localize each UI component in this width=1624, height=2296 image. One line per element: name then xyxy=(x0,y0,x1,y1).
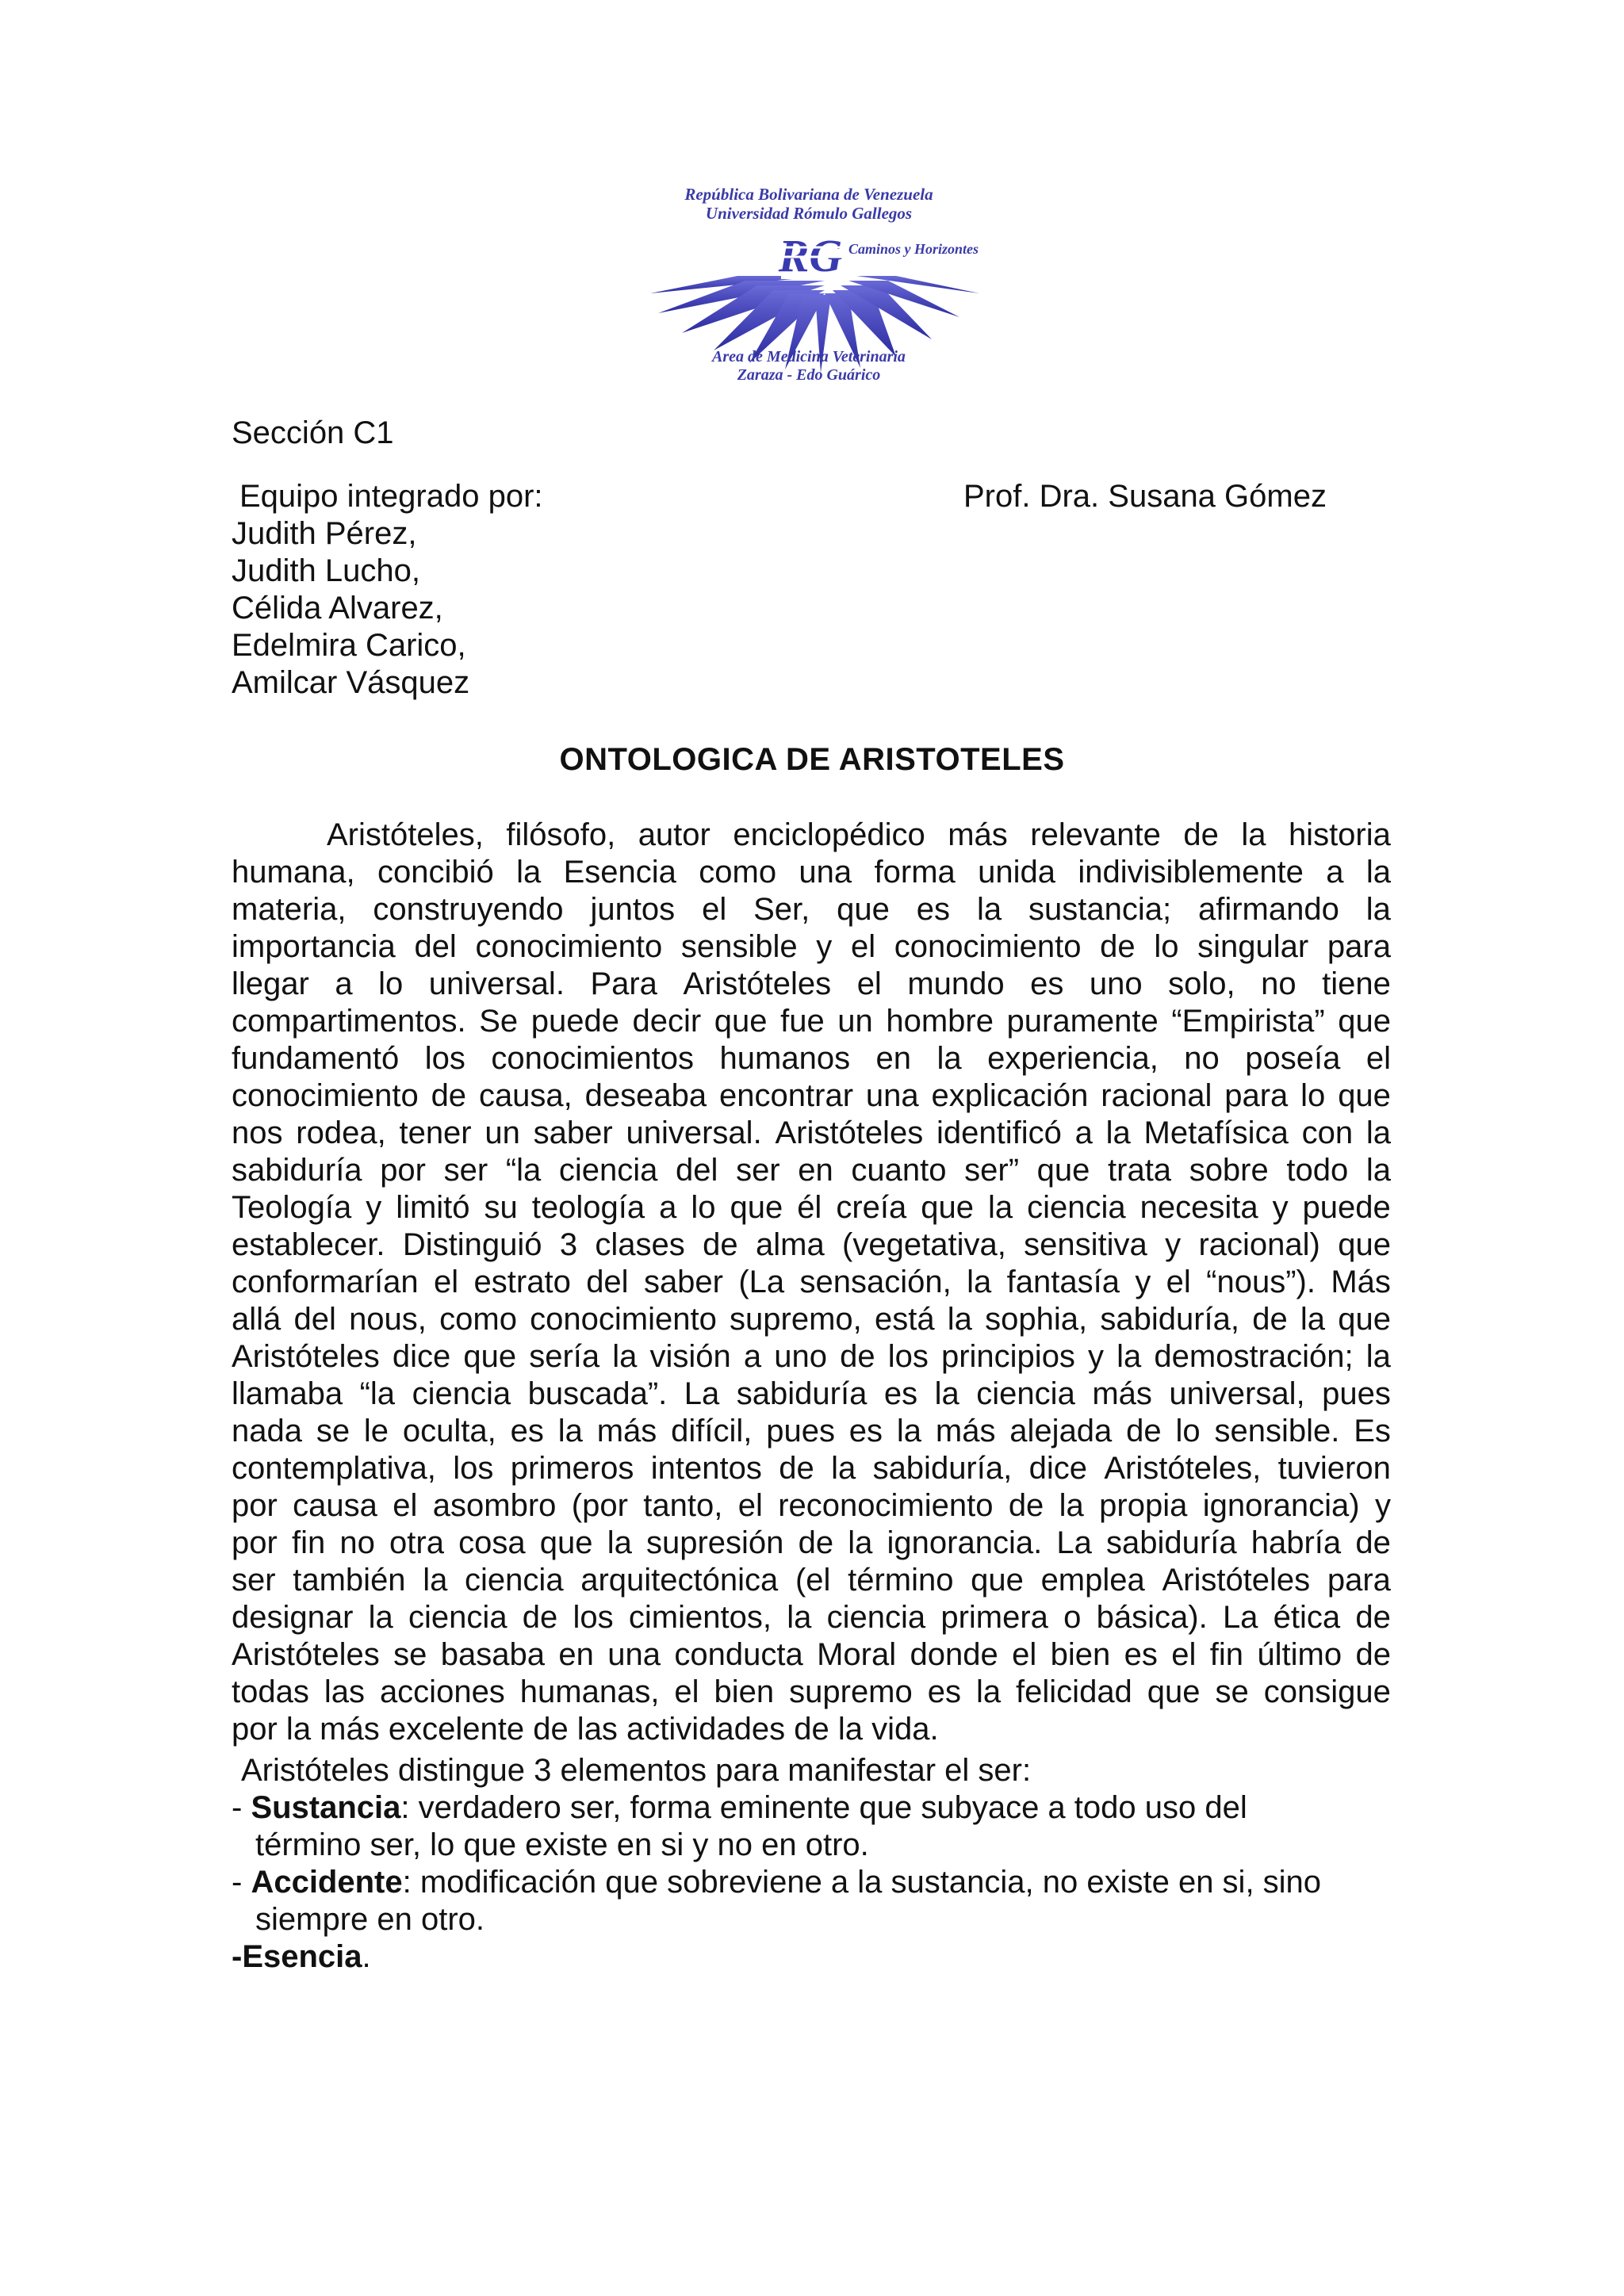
team-member: Amilcar Vásquez xyxy=(232,665,470,700)
paragraph-line: por la más excelente de las actividades de la vida. xyxy=(232,1712,939,1747)
logo-line-1: República Bolivariana de Venezuela xyxy=(684,185,933,204)
logo-line-2: Universidad Rómulo Gallegos xyxy=(705,204,913,223)
paragraph-line: materia, construyendo juntos el Ser, que es la sustancia; afirmando la xyxy=(232,892,1391,927)
team-label: Equipo integrado por: xyxy=(239,479,543,514)
list-item-esencia xyxy=(232,1938,1321,1976)
list-item-accidente xyxy=(232,1864,1321,1901)
team-member: Judith Pérez, xyxy=(232,516,417,551)
paragraph-line: designar la ciencia de los cimientos, la ciencia primera o básica). La ética de xyxy=(232,1600,1391,1635)
logo-tagline: Caminos y Horizontes xyxy=(848,241,979,257)
paragraph-line: llamaba “la ciencia buscada”. La sabiduría es la ciencia más universal, pues xyxy=(232,1376,1391,1411)
paragraph-line: todas las acciones humanas, el bien supremo es la felicidad que se consigue xyxy=(232,1674,1391,1709)
body-paragraph xyxy=(232,817,1391,1748)
logo-line-4: Zaraza - Edo Guárico xyxy=(737,366,881,384)
paragraph-line: humana, concibió la Esencia como una forma unida indivisiblemente a la xyxy=(232,855,1391,890)
list-bullet: - xyxy=(232,1790,251,1825)
section-label: Sección C1 xyxy=(232,415,394,450)
logo-line-3: Area de Medicina Veterinaria xyxy=(712,348,906,365)
term-label: Accidente xyxy=(251,1865,403,1900)
paragraph-line: nada se le oculta, es la más difícil, pues es la más alejada de lo sensible. Es xyxy=(232,1414,1391,1448)
team-member: Célida Alvarez, xyxy=(232,591,443,626)
paragraph-line: sabiduría por ser “la ciencia del ser en cuanto ser” que trata sobre todo la xyxy=(232,1153,1391,1188)
paragraph-line: ser también la ciencia arquitectónica (el término que emplea Aristóteles para xyxy=(232,1563,1391,1598)
paragraph-line: Aristóteles dice que sería la visión a uno de los principios y la demostración; la xyxy=(232,1339,1391,1374)
paragraph-line: conformarían el estrato del saber (La sensación, la fantasía y el “nous”). Más xyxy=(232,1265,1391,1299)
rg-monogram-icon xyxy=(778,230,843,281)
term-label: Esencia xyxy=(242,1939,362,1974)
paragraph-line: importancia del conocimiento sensible y el conocimiento de lo singular para xyxy=(232,929,1391,964)
paragraph-line: compartimentos. Se puede decir que fue un hombre puramente “Empirista” que xyxy=(232,1004,1391,1039)
paragraph-line: contemplativa, los primeros intentos de la sabiduría, dice Aristóteles, tuvieron xyxy=(232,1451,1391,1486)
logo-monogram: RG xyxy=(778,230,843,281)
term-definition: : modificación que sobreviene a la sustancia, no existe en si, sino xyxy=(402,1865,1322,1900)
term-definition: : verdadero ser, forma eminente que subyace a todo uso del xyxy=(400,1790,1247,1825)
elements-list xyxy=(232,1752,1321,1976)
paragraph-line: establecer. Distinguió 3 clases de alma (vegetativa, sensitiva y racional) que xyxy=(232,1227,1391,1262)
paragraph-line: Aristóteles se basaba en una conducta Moral donde el bien es el fin último de xyxy=(232,1637,1391,1672)
list-item-sustancia xyxy=(232,1789,1321,1827)
professor-name: Prof. Dra. Susana Gómez xyxy=(963,479,1327,514)
list-bullet: - xyxy=(232,1865,251,1900)
list-intro: Aristóteles distingue 3 elementos para manifestar el ser: xyxy=(241,1753,1032,1788)
paragraph-line: allá del nous, como conocimiento supremo, está la sophia, sabiduría, de la que xyxy=(232,1302,1391,1337)
paragraph-line: Teología y limitó su teología a lo que él creía que la ciencia necesita y puede xyxy=(232,1190,1391,1225)
document-title: ONTOLOGICA DE ARISTOTELES xyxy=(559,742,1065,777)
paragraph-line: conocimiento de causa, deseaba encontrar una explicación racional para lo que xyxy=(232,1078,1391,1113)
paragraph-line: llegar a lo universal. Para Aristóteles el mundo es uno solo, no tiene xyxy=(232,966,1391,1001)
paragraph-line: Aristóteles, filósofo, autor enciclopédico más relevante de la historia xyxy=(327,817,1391,852)
team-members xyxy=(232,515,469,702)
term-label: Sustancia xyxy=(251,1790,401,1825)
university-logo xyxy=(619,174,1031,396)
team-member: Judith Lucho, xyxy=(232,553,420,588)
paragraph-line: por fin no otra cosa que la supresión de la ignorancia. La sabiduría habría de xyxy=(232,1525,1391,1560)
team-member: Edelmira Carico, xyxy=(232,628,466,663)
paragraph-line: fundamentó los conocimientos humanos en la experiencia, no poseía el xyxy=(232,1041,1391,1076)
list-bullet: - xyxy=(232,1939,243,1974)
term-definition: . xyxy=(362,1939,371,1974)
term-definition-continued: término ser, lo que existe en si y no en otro. xyxy=(255,1827,869,1862)
paragraph-line: nos rodea, tener un saber universal. Aristóteles identificó a la Metafísica con la xyxy=(232,1115,1391,1150)
term-definition-continued: siempre en otro. xyxy=(255,1902,485,1937)
paragraph-line: por causa el asombro (por tanto, el reconocimiento de la propia ignorancia) y xyxy=(232,1488,1391,1523)
